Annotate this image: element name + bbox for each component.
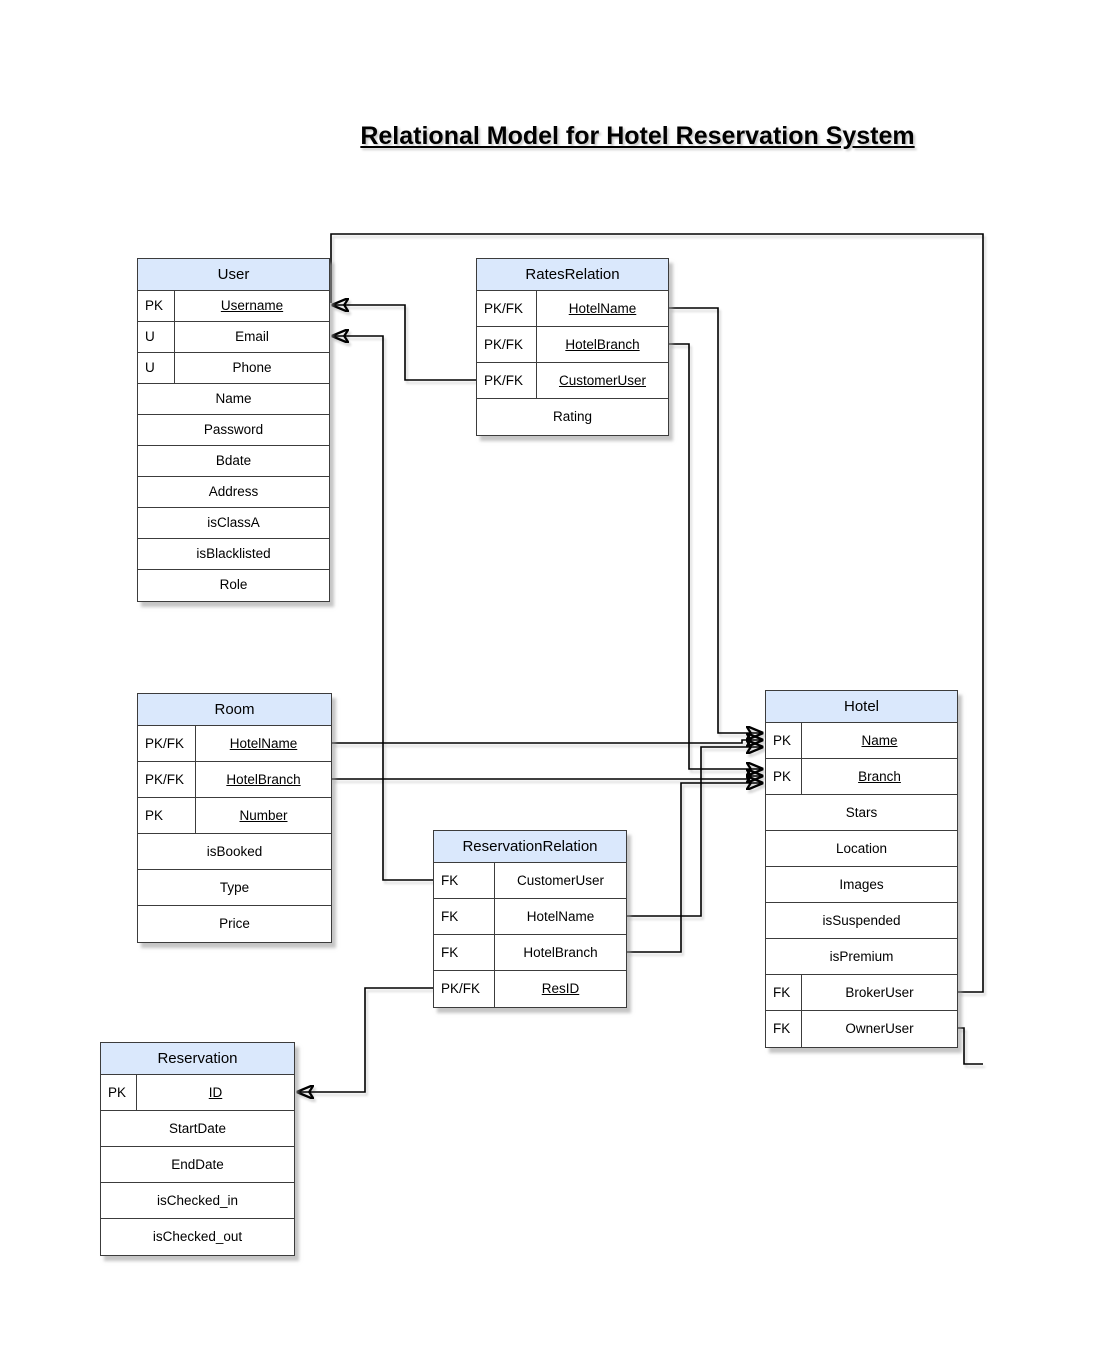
table-row <box>138 384 329 415</box>
connector-ratesrelation-hotelname-to-hotel-name <box>669 308 762 733</box>
key-cell: PK/FK <box>434 971 495 1007</box>
attribute-cell: Name <box>215 391 252 406</box>
attribute-cell: Username <box>220 298 284 313</box>
table-row <box>101 1075 294 1111</box>
diagram-title: Relational Model for Hotel Reservation System <box>360 122 915 150</box>
table-row <box>138 762 331 798</box>
table-row <box>766 831 957 867</box>
key-cell: PK <box>138 798 196 833</box>
attribute-cell: HotelBranch <box>523 945 598 960</box>
table-row <box>138 870 331 906</box>
table-row <box>138 322 329 353</box>
attribute-cell: Branch <box>858 769 901 784</box>
key-cell: PK <box>766 759 802 794</box>
table-row <box>101 1111 294 1147</box>
connector-hotel-owneruser-to-user <box>958 1028 983 1064</box>
attribute-cell: StartDate <box>168 1121 227 1136</box>
connector-room-hotelname-to-hotel-name <box>332 740 762 743</box>
connector-ratesrelation-hotelbranch-to-hotel-branch <box>669 344 762 769</box>
key-cell: PK/FK <box>477 291 537 326</box>
attribute-cell: ID <box>208 1085 223 1100</box>
table-row <box>766 867 957 903</box>
entity-table-reservationrelation <box>433 830 627 1008</box>
table-body <box>138 726 331 942</box>
table-title: Hotel <box>766 691 957 723</box>
table-body <box>477 291 668 435</box>
key-cell: PK <box>101 1075 137 1110</box>
attribute-cell: BrokerUser <box>845 985 914 1000</box>
attribute-cell: isChecked_out <box>152 1229 243 1244</box>
table-row <box>138 477 329 508</box>
attribute-cell: Bdate <box>215 453 252 468</box>
table-row <box>138 353 329 384</box>
connector-reservationrelation-hotelbranch-to-hotel-branch <box>627 783 762 952</box>
table-row <box>101 1147 294 1183</box>
table-row <box>138 834 331 870</box>
table-row <box>766 939 957 975</box>
table-body <box>434 863 626 1007</box>
key-cell: FK <box>766 1011 802 1047</box>
table-title: RatesRelation <box>477 259 668 291</box>
table-title: ReservationRelation <box>434 831 626 863</box>
table-row <box>101 1183 294 1219</box>
table-row <box>434 935 626 971</box>
key-cell: PK/FK <box>138 726 196 761</box>
attribute-cell: EndDate <box>171 1157 224 1172</box>
attribute-cell: OwnerUser <box>845 1021 914 1036</box>
attribute-cell: isBooked <box>206 844 263 859</box>
attribute-cell: ResID <box>541 981 580 996</box>
entity-table-hotel <box>765 690 958 1048</box>
table-row <box>138 291 329 322</box>
entity-table-ratesrelation <box>476 258 669 436</box>
table-row <box>138 906 331 942</box>
table-row <box>766 975 957 1011</box>
table-row <box>138 798 331 834</box>
table-row <box>138 508 329 539</box>
attribute-cell: isPremium <box>829 949 894 964</box>
key-cell: FK <box>766 975 802 1010</box>
attribute-cell: Name <box>861 733 898 748</box>
attribute-cell: CustomerUser <box>516 873 605 888</box>
attribute-cell: Price <box>219 916 250 931</box>
key-cell: U <box>138 322 175 352</box>
key-cell: PK/FK <box>477 363 537 398</box>
attribute-cell: Phone <box>232 360 272 375</box>
table-body <box>101 1075 294 1255</box>
table-row <box>766 795 957 831</box>
attribute-cell: Role <box>219 577 248 592</box>
table-body <box>138 291 329 601</box>
connector-reservationrelation-hotelname-to-hotel-name <box>627 747 762 916</box>
attribute-cell: Images <box>839 877 884 892</box>
table-row <box>101 1219 294 1255</box>
key-cell: PK <box>766 723 802 758</box>
table-row <box>477 327 668 363</box>
table-row <box>138 539 329 570</box>
table-row <box>138 446 329 477</box>
attribute-cell: Rating <box>552 409 593 424</box>
key-cell: FK <box>434 899 495 934</box>
attribute-cell: HotelName <box>568 301 637 316</box>
attribute-cell: CustomerUser <box>558 373 647 388</box>
attribute-cell: Email <box>235 329 269 344</box>
attribute-cell: isClassA <box>207 515 260 530</box>
attribute-cell: HotelName <box>526 909 595 924</box>
connector-reservationrelation-resid-to-reservation-id <box>298 988 433 1092</box>
table-title: Reservation <box>101 1043 294 1075</box>
attribute-cell: HotelName <box>229 736 298 751</box>
attribute-cell: HotelBranch <box>565 337 640 352</box>
attribute-cell: Address <box>208 484 259 499</box>
table-row <box>766 723 957 759</box>
table-row <box>477 363 668 399</box>
table-row <box>477 399 668 435</box>
table-row <box>766 903 957 939</box>
table-row <box>138 726 331 762</box>
key-cell: PK <box>138 291 175 321</box>
attribute-cell: isBlacklisted <box>196 546 271 561</box>
attribute-cell: Type <box>219 880 250 895</box>
attribute-cell: Password <box>203 422 264 437</box>
attribute-cell: Location <box>835 841 888 856</box>
attribute-cell: isSuspended <box>822 913 901 928</box>
table-title: Room <box>138 694 331 726</box>
table-row <box>766 1011 957 1047</box>
attribute-cell: Number <box>239 808 288 823</box>
connector-reservationrelation-customeruser-to-user-email <box>333 336 433 880</box>
table-row <box>766 759 957 795</box>
table-body <box>766 723 957 1047</box>
table-row <box>434 899 626 935</box>
connector-ratesrelation-customeruser-to-user-username <box>333 305 476 380</box>
key-cell: FK <box>434 935 495 970</box>
entity-table-room <box>137 693 332 943</box>
entity-table-reservation <box>100 1042 295 1256</box>
key-cell: U <box>138 353 175 383</box>
table-title: User <box>138 259 329 291</box>
attribute-cell: isChecked_in <box>156 1193 239 1208</box>
table-row <box>477 291 668 327</box>
connector-room-hotelbranch-to-hotel-branch <box>332 776 762 779</box>
key-cell: PK/FK <box>138 762 196 797</box>
attribute-cell: HotelBranch <box>226 772 301 787</box>
key-cell: FK <box>434 863 495 898</box>
table-row <box>434 971 626 1007</box>
entity-table-user <box>137 258 330 602</box>
key-cell: PK/FK <box>477 327 537 362</box>
table-row <box>138 415 329 446</box>
table-row <box>138 570 329 601</box>
attribute-cell: Stars <box>845 805 878 820</box>
table-row <box>434 863 626 899</box>
